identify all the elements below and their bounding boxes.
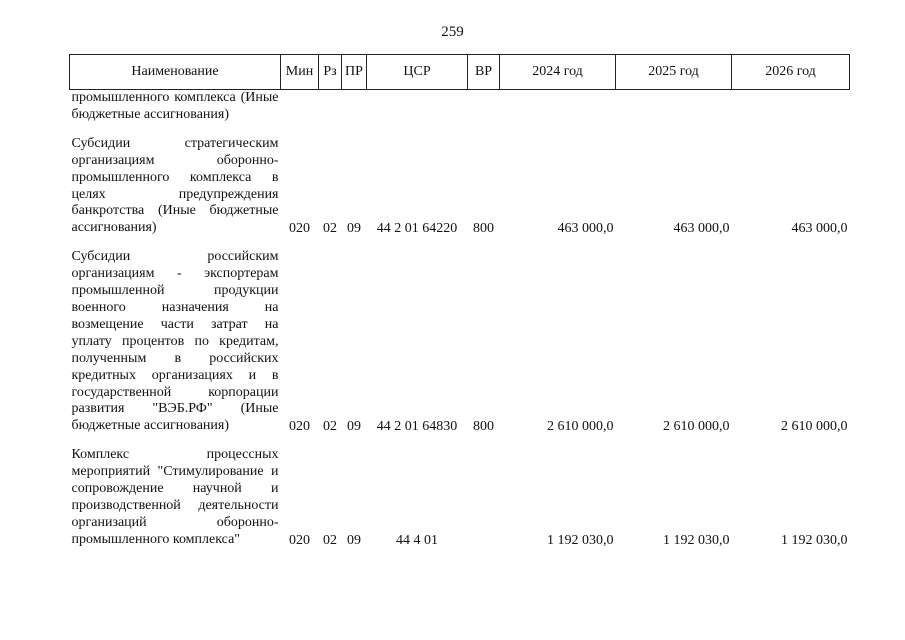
table-row [70, 435, 850, 548]
header-min: Мин [281, 55, 319, 90]
row-pr [342, 90, 367, 124]
row-vr: 800 [473, 419, 494, 435]
header-2026: 2026 год [732, 55, 850, 90]
table-row [70, 237, 850, 435]
row-min: 020 [289, 532, 310, 548]
row-2026: 463 000,0 [791, 221, 848, 237]
row-2024: 1 192 030,0 [547, 532, 614, 548]
table-row [70, 90, 850, 124]
row-2024: 2 610 000,0 [547, 419, 614, 435]
row-name: Субсидии российским организациям - экспортерам промышленной продукции военного назначения на возмещение части затрат на уплату процентов по кредитам, полученным в российских кредитных организациях и в государственной корпорации развития "ВЭБ.РФ" (Иные бюджетные ассигнования) [71, 249, 279, 434]
row-2025: 1 192 030,0 [663, 532, 730, 548]
header-vr: ВР [468, 55, 500, 90]
header-rz: Рз [319, 55, 342, 90]
row-pr: 09 [347, 532, 361, 548]
row-csr: 44 2 01 64830 [376, 419, 458, 435]
row-pr: 09 [347, 221, 361, 237]
row-rz: 02 [323, 532, 337, 548]
row-2026 [732, 90, 850, 124]
row-2026: 1 192 030,0 [781, 532, 848, 548]
row-rz [319, 90, 342, 124]
header-2024: 2024 год [500, 55, 616, 90]
row-2025: 463 000,0 [673, 221, 730, 237]
row-2025: 2 610 000,0 [663, 419, 730, 435]
table-header-row [70, 55, 850, 90]
row-2026: 2 610 000,0 [781, 419, 848, 435]
row-vr [468, 90, 500, 124]
row-csr [367, 90, 468, 124]
header-csr: ЦСР [367, 55, 468, 90]
row-vr: 800 [473, 221, 494, 237]
row-name: промышленного комплекса (Иные бюджетные ассигнования) [71, 90, 279, 122]
row-2025 [616, 90, 732, 124]
header-pr: ПР [342, 55, 367, 90]
row-pr: 09 [347, 419, 361, 435]
table-row [70, 124, 850, 237]
row-name: Комплекс процессных мероприятий "Стимулирование и сопровождение научной и производственной деятельности организаций оборонно-промышленного комплекса" [71, 447, 279, 547]
row-rz: 02 [323, 419, 337, 435]
row-vr [468, 435, 500, 548]
row-min: 020 [289, 419, 310, 435]
header-2025: 2025 год [616, 55, 732, 90]
row-min: 020 [289, 221, 310, 237]
row-2024 [500, 90, 616, 124]
row-csr: 44 2 01 64220 [376, 221, 458, 237]
row-2024: 463 000,0 [557, 221, 614, 237]
row-rz: 02 [323, 221, 337, 237]
row-min [281, 90, 319, 124]
budget-table [69, 54, 850, 549]
header-name: Наименование [70, 55, 281, 90]
page-number: 259 [441, 24, 464, 40]
row-name: Субсидии стратегическим организациям оборонно-промышленного комплекса в целях предупреждения банкротства (Иные бюджетные ассигнования) [71, 135, 279, 236]
row-csr: 44 4 01 [396, 532, 438, 548]
